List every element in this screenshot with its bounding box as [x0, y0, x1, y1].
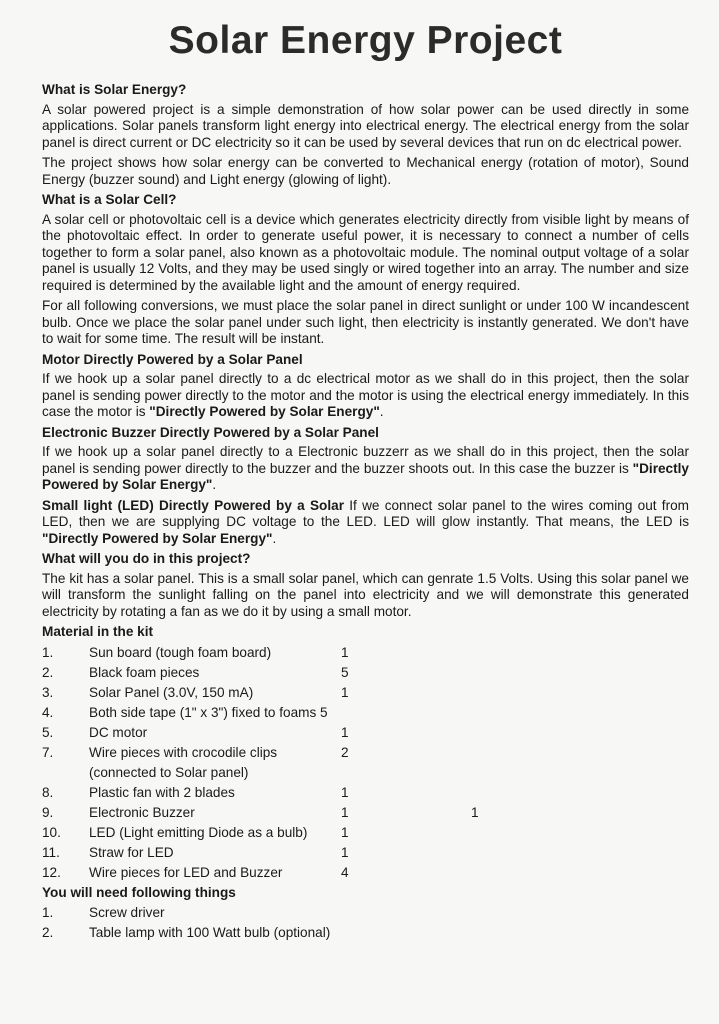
list-item: [42, 803, 531, 823]
list-item: [42, 923, 341, 943]
list-item-qty: 1: [341, 784, 349, 800]
list-item-qty: 1: [341, 644, 349, 660]
list-item-item: Plastic fan with 2 blades: [89, 784, 235, 800]
list-item-num: 9.: [42, 804, 54, 820]
list-item-extra: [471, 783, 531, 803]
list-item-num: 7.: [42, 744, 54, 760]
list-item: [42, 763, 531, 783]
list-item-extra: [471, 763, 531, 783]
list-item-qty: 4: [341, 864, 349, 880]
list-item-extra: [471, 743, 531, 763]
list-item-item: Solar Panel (3.0V, 150 mA): [89, 684, 254, 700]
list-item: [42, 783, 531, 803]
heading-solar-cell: What is a Solar Cell?: [42, 192, 177, 207]
paragraph-conversions: For all following conversions, we must place the solar panel in direct sunlight or under 100 W incandescent bulb. Once we place the solar panel under such light, then electricity is instantly generated. We don't have to wait for some time. The result will be instant.: [42, 298, 689, 346]
list-item-item: Screw driver: [89, 905, 165, 920]
list-item-extra: [471, 863, 531, 883]
list-item-num: 5.: [42, 724, 54, 740]
heading-buzzer: Electronic Buzzer Directly Powered by a Solar Panel: [42, 424, 379, 440]
list-item-qty: 1: [341, 804, 349, 820]
list-item-item: Electronic Buzzer: [89, 804, 195, 820]
heading-project: What will you do in this project?: [42, 551, 251, 566]
list-item-item: Wire pieces for LED and Buzzer: [89, 864, 283, 880]
list-item-extra: [471, 683, 531, 703]
list-item-extra: [471, 643, 531, 663]
materials-list: [42, 643, 531, 883]
list-item-extra: [471, 723, 531, 743]
list-item-qty: 1: [341, 684, 349, 700]
list-item-qty: [341, 763, 471, 783]
paragraph-solar-cell: A solar cell or photovoltaic cell is a device which generates electricity directly from visible light by means of the photovoltaic effect. In order to generate useful power, it is necessary to connect a number of cells together to form a solar panel, also known as a photovoltaic module. The nominal output voltage of a solar panel is usually 12 Volts, and they may be used singly or wired together into an array. The number and size required is determined by the available light and the amount of energy required.: [42, 211, 689, 293]
list-item-qty: 1: [341, 824, 349, 840]
list-item-extra: 1: [471, 804, 479, 820]
paragraph-project: The kit has a solar panel. This is a small solar panel, which can genrate 1.5 Volts. Using this solar panel we will transform the sunlight falling on the panel into electricity and we will demonstrate this generated electricity by rotating a fan as we do it by using a small motor.: [42, 570, 689, 619]
list-item: [42, 643, 531, 663]
list-item: [42, 683, 531, 703]
list-item-qty: 5: [341, 664, 349, 680]
list-item-num: 12.: [42, 864, 61, 880]
paragraph-led: Small light (LED) Directly Powered by a Solar If we connect solar panel to the wires coming out from LED, then we are supplying DC voltage to the LED. LED will glow instantly. That means, the LED is "Directly Powered by Solar Energy".: [42, 497, 689, 546]
list-item: [42, 903, 341, 923]
list-item-extra: [471, 663, 531, 683]
list-item-num: 3.: [42, 684, 54, 700]
paragraph-energy-conversion: The project shows how solar energy can be converted to Mechanical energy (rotation of motor), Sound Energy (buzzer sound) and Light energy (glowing of light).: [42, 155, 689, 187]
list-item-num: [42, 763, 89, 783]
paragraph-motor: If we hook up a solar panel directly to a dc electrical motor as we shall do in this project, then the solar panel is sending power directly to the motor and the motor is using the electrical energy immediately. In this case the motor is "Directly Powered by Solar Energy".: [42, 371, 689, 419]
list-item-num: 10.: [42, 824, 61, 840]
list-item-item: Straw for LED: [89, 844, 174, 860]
paragraph-solar-energy-intro: A solar powered project is a simple demonstration of how solar power can be used directly in some applications. Solar panels transform light energy into electrical energy. The electrical energy from the solar panel is direct current or DC electricity so it can be used by several devices that run on dc electrical power.: [42, 101, 689, 150]
list-item-extra: [471, 843, 531, 863]
need-list: [42, 903, 341, 943]
heading-what-is-solar-energy: What is Solar Energy?: [42, 82, 187, 97]
list-item: [42, 663, 531, 683]
list-item-num: 1.: [42, 644, 54, 660]
list-item-item: Wire pieces with crocodile clips: [89, 744, 278, 760]
list-item: [42, 723, 531, 743]
list-item-item: DC motor: [89, 724, 148, 740]
list-item: [42, 823, 531, 843]
paragraph-buzzer: If we hook up a solar panel directly to a Electronic buzzerr as we shall do in this project, then the solar panel is sending power directly to the buzzer and the buzzer shoots out. In this case the buzzer is "Directly Powered by Solar Energy".: [42, 444, 689, 492]
list-item-qty: 2: [341, 744, 349, 760]
page-title: Solar Energy Project: [168, 19, 563, 62]
list-item-num: 2.: [42, 664, 54, 680]
list-item-qty: [341, 703, 471, 723]
heading-materials: Material in the kit: [42, 624, 154, 639]
list-item: [42, 743, 531, 763]
list-item-item: (connected to Solar panel): [89, 764, 249, 780]
heading-led: Small light (LED) Directly Powered by a Solar: [42, 497, 350, 513]
list-item-num: 2.: [42, 925, 54, 940]
list-item-num: 11.: [42, 844, 60, 860]
list-item-qty: 1: [341, 724, 349, 740]
list-item-num: 1.: [42, 905, 54, 920]
list-item-num: 4.: [42, 704, 54, 720]
list-item-item: Both side tape (1" x 3") fixed to foams 5: [89, 704, 328, 720]
list-item-extra: [471, 703, 531, 723]
list-item: [42, 843, 531, 863]
list-item: [42, 863, 531, 883]
heading-motor: Motor Directly Powered by a Solar Panel: [42, 351, 303, 367]
list-item: [42, 703, 531, 723]
list-item-extra: [471, 823, 531, 843]
list-item-item: LED (Light emitting Diode as a bulb): [89, 824, 308, 840]
list-item-item: Sun board (tough foam board): [89, 644, 272, 660]
heading-need: You will need following things: [42, 884, 236, 900]
list-item-num: 8.: [42, 784, 54, 800]
list-item-qty: 1: [341, 844, 349, 860]
list-item-item: Table lamp with 100 Watt bulb (optional): [89, 925, 331, 940]
list-item-item: Black foam pieces: [89, 664, 200, 680]
